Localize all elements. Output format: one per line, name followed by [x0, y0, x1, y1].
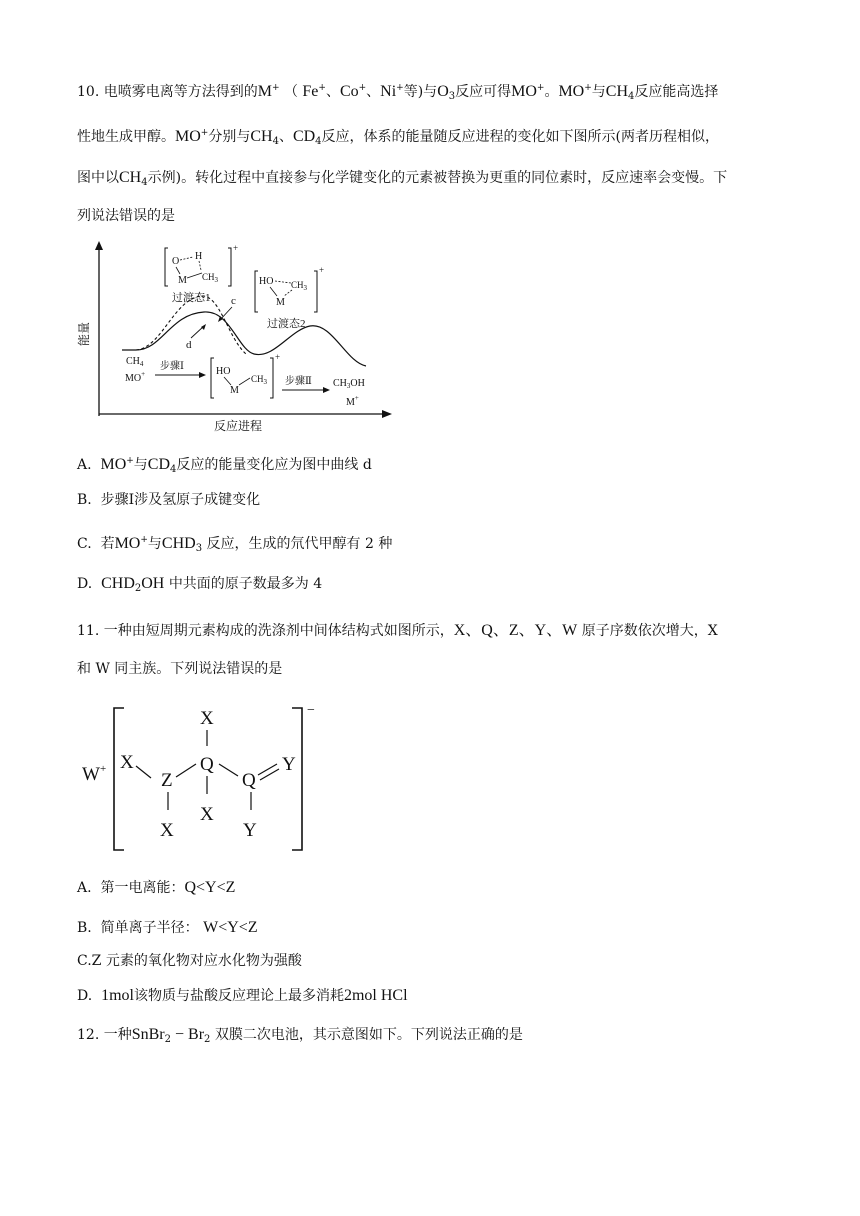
svg-text:X: X — [160, 820, 174, 841]
svg-text:HO: HO — [216, 366, 231, 377]
q12-line1: 12. 一种SnBr$_2$ − $Br_2$ 双膜二次电池，其示意图如下。下列说法正确的是 — [77, 1026, 523, 1045]
ts1-structure — [165, 243, 238, 286]
svg-text:Y: Y — [282, 754, 296, 775]
svg-text:HO: HO — [259, 276, 274, 287]
svg-text:CH3: $CH_3$ — [291, 280, 308, 292]
q10-line1: 10. 电喷雾电离等方法得到的M+ （ Fe+、Co+、Ni+等)与$O_3$反应可得MO+。MO+与$CH_4$反应能高选择 — [77, 83, 719, 102]
q10-line3: 图中以$CH_4$示例)。转化过程中直接参与化学键变化的元素被替换为更重的同位素时，反应速率会变慢。下 — [77, 169, 728, 188]
svg-text:CH3: $CH_3$ — [251, 374, 268, 386]
intermediate-structure — [211, 352, 280, 398]
reactant-ch4: $CH_4$ — [126, 356, 144, 368]
svg-text:Z: Z — [161, 770, 173, 791]
x-axis-label: 反应进程 — [214, 419, 263, 433]
q10-option-c[interactable]: C. 若MO+与$CHD_3$ 反应，生成的氘代甲醇有 2 种 — [77, 535, 393, 554]
anion-charge: − — [307, 703, 315, 718]
q10-line4: 列说法错误的是 — [77, 208, 175, 224]
svg-text:Q: Q — [200, 754, 214, 775]
x-axis-arrow — [382, 410, 392, 418]
q10-option-d[interactable]: D. $CHD_2OH$ 中共面的原子数最多为 4 — [77, 575, 323, 594]
y-axis-label: 能量 — [77, 321, 91, 346]
q10-option-b[interactable]: B. 步骤Ⅰ涉及氢原子成键变化 — [77, 492, 261, 508]
q11-option-b[interactable]: B. 简单离子半径： W<Y<Z — [77, 919, 258, 936]
curve-c — [122, 312, 366, 366]
structure-formula — [78, 700, 328, 860]
ts2-label: 过渡态2 — [267, 318, 306, 330]
energy-diagram — [70, 238, 400, 438]
curve-c-label: c — [231, 295, 236, 307]
svg-text:CH3: $CH_3$ — [202, 272, 219, 284]
curve-d-label: d — [186, 339, 192, 351]
ts1-label: 过渡态1 — [172, 292, 211, 304]
svg-text:+: + — [275, 352, 281, 362]
product-ch3oh: $CH_3OH$ — [333, 378, 365, 390]
right-bracket — [292, 708, 302, 850]
svg-text:O: O — [172, 256, 180, 267]
q11-option-c[interactable]: C.Z 元素的氧化物对应水化物为强酸 — [77, 953, 302, 969]
svg-text:H: H — [195, 251, 203, 262]
step1-label: 步骤Ⅰ — [160, 361, 184, 372]
q11-option-a[interactable]: A. 第一电离能：Q<Y<Z — [77, 879, 236, 896]
svg-text:X: X — [120, 752, 134, 773]
svg-text:X: X — [200, 708, 214, 729]
svg-text:Q: Q — [242, 770, 256, 791]
y-axis-arrow — [95, 241, 103, 250]
q11-line1: 11. 一种由短周期元素构成的洗涤剂中间体结构式如图所示，X、Q、Z、Y、W 原子序数依次增大，X — [77, 622, 718, 639]
svg-text:M: M — [276, 297, 285, 308]
cation-w: W+ — [82, 763, 107, 785]
step2-label: 步骤Ⅱ — [285, 376, 312, 387]
svg-text:+: + — [319, 265, 325, 275]
q10-option-a[interactable]: A. MO+与$CD_4$反应的能量变化应为图中曲线 d — [77, 456, 372, 475]
reactant-mo: MO+ — [125, 370, 146, 384]
q11-option-d[interactable]: D. 1mol该物质与盐酸反应理论上最多消耗2mol HCl — [77, 987, 408, 1004]
q10-line2: 性地生成甲醇。MO+分别与$CH_4$、$CD_4$反应，体系的能量随反应进程的变化如下图所示(两者历程相似， — [77, 128, 720, 147]
svg-text:Y: Y — [243, 820, 257, 841]
ts2-structure — [255, 265, 324, 312]
left-bracket — [114, 708, 124, 850]
svg-text:X: X — [200, 804, 214, 825]
product-m: M+ — [346, 394, 359, 408]
q11-line2: 和 W 同主族。下列说法错误的是 — [77, 661, 283, 677]
svg-text:M: M — [230, 385, 239, 396]
svg-text:M: M — [178, 275, 187, 286]
svg-text:+: + — [233, 243, 239, 253]
